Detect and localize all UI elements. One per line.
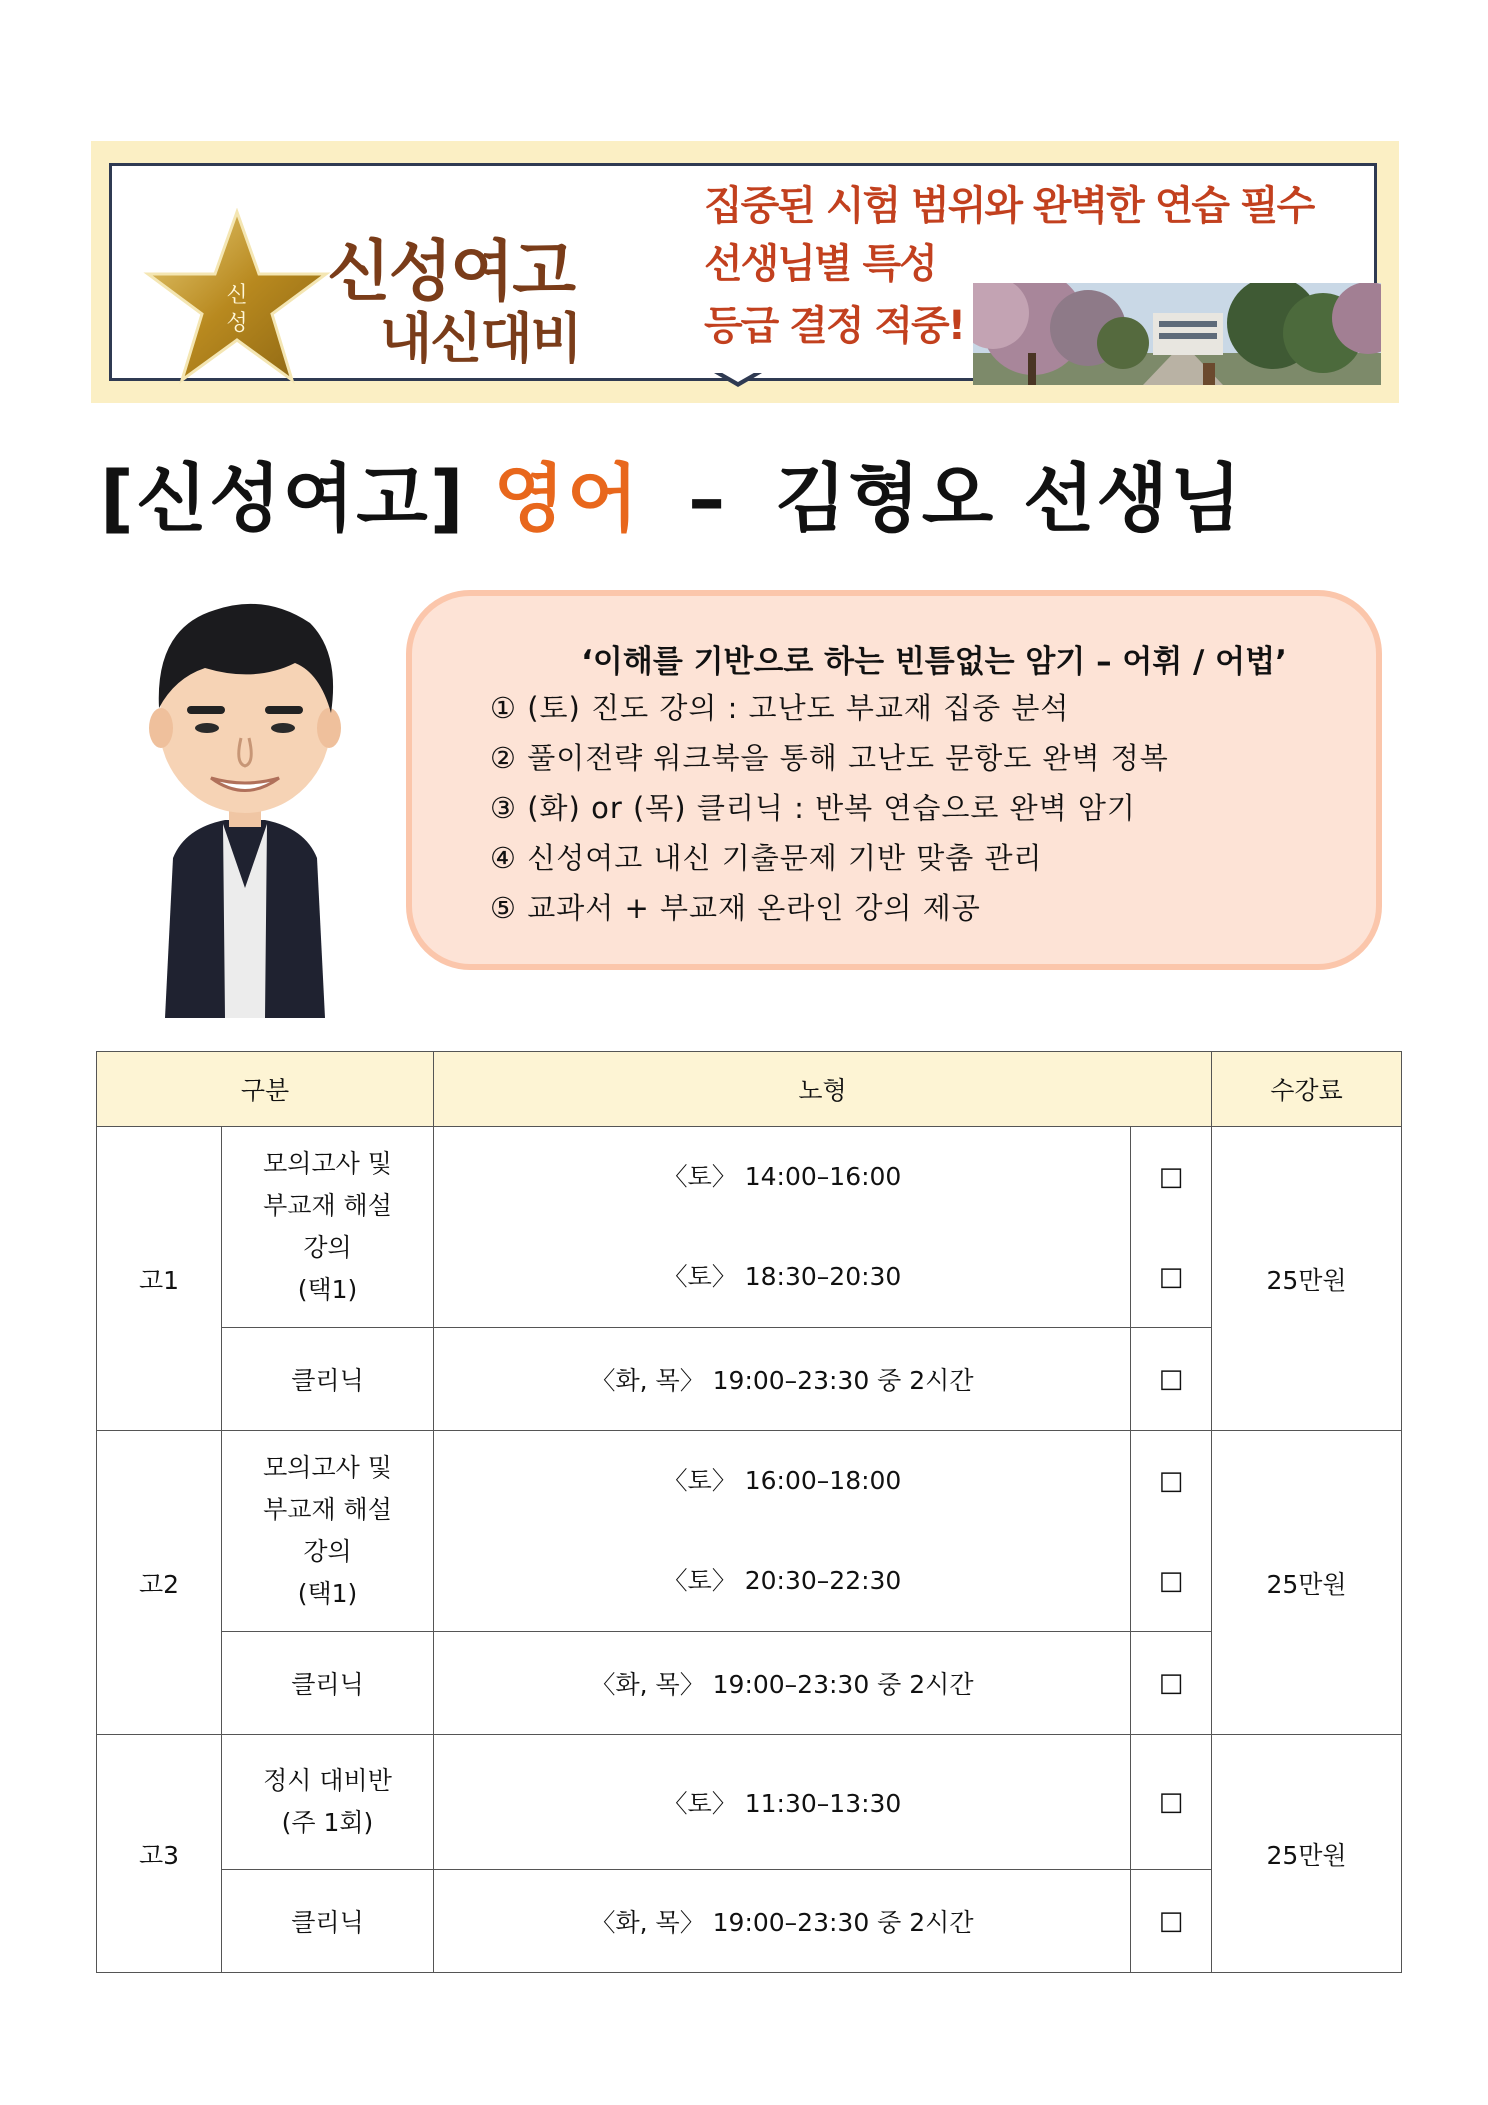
table-row bbox=[97, 1431, 1402, 1532]
table-header-row bbox=[97, 1052, 1402, 1127]
banner-subtitle: 내신대비 bbox=[380, 307, 581, 370]
banner-line-3: 등급 결정 적중! bbox=[704, 303, 964, 349]
label-line: 강의 bbox=[303, 1537, 352, 1566]
grade-cell: 고3 bbox=[97, 1735, 222, 1973]
header-schedule: 노형 bbox=[434, 1052, 1212, 1127]
badge-text-2: 성 bbox=[226, 311, 248, 336]
banner-line-1: 집중된 시험 범위와 완벽한 연습 필수 bbox=[704, 183, 1314, 229]
clinic-label: 클리닉 bbox=[222, 1328, 434, 1431]
label-line: (주 1회) bbox=[281, 1808, 374, 1837]
checkbox[interactable]: □ bbox=[1131, 1531, 1212, 1632]
table-row bbox=[97, 1127, 1402, 1228]
badge-text-1: 신 bbox=[226, 283, 248, 308]
lecture-label bbox=[222, 1735, 434, 1870]
label-line: 강의 bbox=[303, 1233, 352, 1262]
clinic-time: 〈화, 목〉 19:00–23:30 중 2시간 bbox=[434, 1632, 1131, 1735]
fee-cell: 25만원 bbox=[1212, 1431, 1402, 1735]
promo-banner bbox=[91, 141, 1399, 403]
header-fee: 수강료 bbox=[1212, 1052, 1402, 1127]
time-slot: 〈토〉 11:30–13:30 bbox=[434, 1735, 1131, 1870]
clinic-label: 클리닉 bbox=[222, 1632, 434, 1735]
course-highlights bbox=[406, 590, 1382, 970]
title-dash: – bbox=[688, 456, 728, 542]
time-slot: 〈토〉 20:30–22:30 bbox=[434, 1531, 1131, 1632]
clinic-time: 〈화, 목〉 19:00–23:30 중 2시간 bbox=[434, 1870, 1131, 1973]
highlight-item-1: ① (토) 진도 강의 : 고난도 부교재 집중 분석 bbox=[490, 691, 1070, 725]
clinic-label: 클리닉 bbox=[222, 1870, 434, 1973]
checkbox[interactable]: □ bbox=[1131, 1870, 1212, 1973]
fee-cell: 25만원 bbox=[1212, 1127, 1402, 1431]
label-line: 모의고사 및 bbox=[263, 1453, 392, 1482]
checkbox[interactable]: □ bbox=[1131, 1328, 1212, 1431]
label-line: (택1) bbox=[297, 1579, 358, 1608]
label-line: 부교재 해설 bbox=[263, 1191, 392, 1220]
label-line: 정시 대비반 bbox=[263, 1766, 392, 1795]
highlight-item-3: ③ (화) or (목) 클리닉 : 반복 연습으로 완벽 암기 bbox=[490, 791, 1136, 825]
grade-cell: 고2 bbox=[97, 1431, 222, 1735]
table-row bbox=[97, 1870, 1402, 1973]
schedule-table bbox=[96, 1051, 1402, 1973]
campus-photo bbox=[973, 283, 1381, 385]
highlights-title: ‘이해를 기반으로 하는 빈틈없는 암기 – 어휘 / 어법’ bbox=[581, 644, 1287, 680]
header-category: 구분 bbox=[97, 1052, 434, 1127]
fee-cell: 25만원 bbox=[1212, 1735, 1402, 1973]
label-line: 부교재 해설 bbox=[263, 1495, 392, 1524]
teacher-caricature bbox=[145, 588, 345, 1018]
page-title bbox=[100, 440, 1244, 546]
time-slot: 〈토〉 14:00–16:00 bbox=[434, 1127, 1131, 1228]
lecture-label bbox=[222, 1127, 434, 1328]
checkbox[interactable]: □ bbox=[1131, 1127, 1212, 1228]
school-bracket: [신성여고] bbox=[100, 456, 466, 542]
highlight-item-2: ② 풀이전략 워크북을 통해 고난도 문항도 완벽 정복 bbox=[490, 741, 1169, 775]
table-row bbox=[97, 1632, 1402, 1735]
table-row bbox=[97, 1328, 1402, 1431]
banner-line-2: 선생님별 특성 bbox=[704, 241, 936, 287]
banner-frame bbox=[109, 163, 1377, 381]
lecture-label bbox=[222, 1431, 434, 1632]
checkbox[interactable]: □ bbox=[1131, 1227, 1212, 1328]
highlight-item-4: ④ 신성여고 내신 기출문제 기반 맞춤 관리 bbox=[490, 841, 1043, 875]
highlight-item-5: ⑤ 교과서 + 부교재 온라인 강의 제공 bbox=[490, 891, 981, 925]
checkbox[interactable]: □ bbox=[1131, 1735, 1212, 1870]
time-slot: 〈토〉 16:00–18:00 bbox=[434, 1431, 1131, 1532]
checkbox[interactable]: □ bbox=[1131, 1632, 1212, 1735]
time-slot: 〈토〉 18:30–20:30 bbox=[434, 1227, 1131, 1328]
clinic-time: 〈화, 목〉 19:00–23:30 중 2시간 bbox=[434, 1328, 1131, 1431]
checkbox[interactable]: □ bbox=[1131, 1431, 1212, 1532]
banner-notch-fill bbox=[717, 370, 759, 382]
teacher-name: 김형오 선생님 bbox=[774, 456, 1244, 542]
label-line: 모의고사 및 bbox=[263, 1149, 392, 1178]
star-badge-icon bbox=[142, 208, 332, 388]
label-line: (택1) bbox=[297, 1275, 358, 1304]
banner-school-title: 신성여고 bbox=[327, 233, 575, 310]
table-row bbox=[97, 1735, 1402, 1870]
subject-label: 영어 bbox=[493, 456, 641, 542]
grade-cell: 고1 bbox=[97, 1127, 222, 1431]
